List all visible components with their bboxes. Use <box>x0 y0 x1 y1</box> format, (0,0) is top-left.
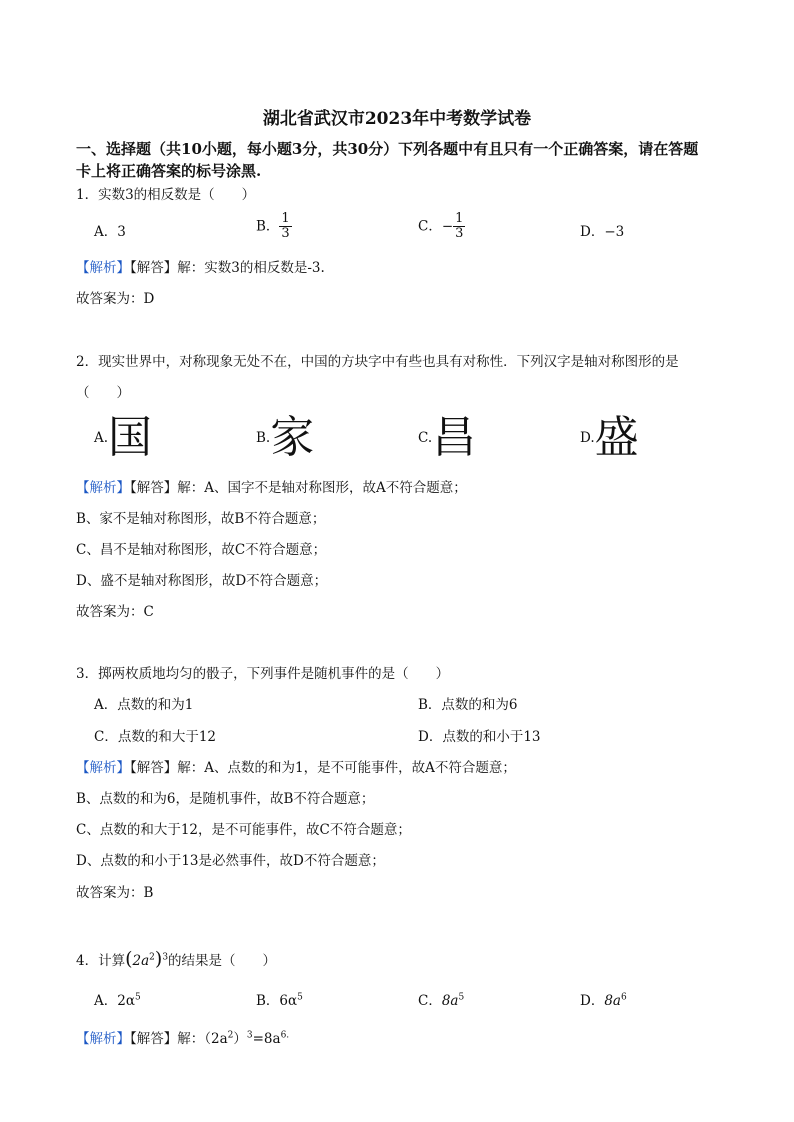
q2-option-b <box>256 414 314 462</box>
q1-option-c-sign: − <box>441 218 454 235</box>
q4-option-a <box>94 992 141 1010</box>
q2-solution-text: 【解答】解：A、国字不是轴对称图形，故A不符合题意； <box>130 480 467 496</box>
q2-stem: 2．现实世界中，对称现象无处不在，中国的方块字中有些也具有对称性．下列汉字是轴对称图形的是 <box>76 354 679 370</box>
q4-option-c <box>418 992 464 1010</box>
section-heading-line2: 卡上将正确答案的标号涂黑. <box>76 162 262 180</box>
q1-option-c-fraction <box>453 212 465 241</box>
q2-solution-line2: B、家不是轴对称图形，故B不符合题意； <box>76 511 326 527</box>
q2-option-a-label: A. <box>94 430 109 446</box>
q2-option-b-character: 家 <box>270 412 315 463</box>
q1-answer: 故答案为：D <box>76 291 155 307</box>
q3-option-d: D．点数的和小于13 <box>418 729 541 745</box>
q4-expr-inner-exponent: 2 <box>149 952 155 963</box>
fraction-denominator: 3 <box>281 226 290 241</box>
q2-stem-paren: （ ） <box>76 385 130 401</box>
q4-solution <box>76 1030 289 1048</box>
analysis-tag: 【解析】 <box>76 1031 130 1047</box>
q4-solution-exponent-3: 6. <box>280 1030 290 1041</box>
q3-option-b: B．点数的和为6 <box>418 697 518 713</box>
q1-option-b <box>256 212 292 241</box>
q2-solution-line4: D、盛不是轴对称图形，故D不符合题意； <box>76 573 328 589</box>
q4-option-c-exponent: 5 <box>458 992 465 1003</box>
q2-solution-line3: C、昌不是轴对称图形，故C不符合题意； <box>76 542 327 558</box>
q4-option-b-exponent: 5 <box>297 992 303 1003</box>
q3-stem: 3．掷两枚质地均匀的骰子，下列事件是随机事件的是（ ） <box>76 666 450 682</box>
q4-option-d-exponent: 6 <box>620 992 627 1003</box>
q1-solution <box>76 259 325 277</box>
q4-option-a-base: 2α <box>117 993 135 1009</box>
q1-option-a: A．3 <box>94 224 126 240</box>
q2-answer: 故答案为：C <box>76 604 154 620</box>
q4-option-b-label: B． <box>256 993 280 1009</box>
q4-option-c-label: C． <box>418 993 442 1009</box>
q3-solution-line4: D、点数的和小于13是必然事件，故D不符合题意； <box>76 853 385 869</box>
q4-stem-suffix: 的结果是（ ） <box>168 953 277 969</box>
q1-option-b-fraction <box>279 212 291 241</box>
q3-solution-line2: B、点数的和为6，是随机事件，故B不符合题意； <box>76 791 375 807</box>
q1-option-b-label: B． <box>256 218 280 235</box>
q3-solution-line3: C、点数的和大于12，是不可能事件，故C不符合题意； <box>76 822 411 838</box>
q1-option-c-label: C． <box>418 218 442 235</box>
q4-stem-prefix: 4．计算 <box>76 953 126 969</box>
q4-option-a-label: A． <box>94 993 118 1009</box>
page-title: 湖北省武汉市2023年中考数学试卷 <box>262 109 532 129</box>
analysis-tag: 【解析】 <box>76 480 130 496</box>
q3-option-c: C．点数的和大于12 <box>94 729 217 745</box>
q4-option-a-exponent: 5 <box>134 992 141 1003</box>
q2-option-a-character: 国 <box>108 412 153 463</box>
q1-solution-text: 【解答】解：实数3的相反数是-3. <box>130 260 325 276</box>
q2-option-c <box>418 414 476 462</box>
q4-solution-prefix: 【解答】解：（2a <box>130 1031 228 1047</box>
q2-option-b-label: B. <box>256 430 271 446</box>
fraction-numerator: 1 <box>455 211 464 226</box>
q4-option-d-base: 8a <box>604 993 621 1009</box>
q4-solution-exponent-2: 3 <box>246 1030 253 1041</box>
q4-expr-open-paren: ( <box>125 948 133 970</box>
q1-option-d: D．−3 <box>580 224 625 240</box>
q2-option-a <box>94 414 152 462</box>
q4-expr-outer-exponent: 3 <box>162 952 169 963</box>
q2-solution-line1 <box>76 479 467 497</box>
q4-expr-base: 2a <box>132 953 150 969</box>
q4-stem <box>76 950 276 970</box>
q2-option-d-character: 盛 <box>594 412 639 463</box>
q4-option-d <box>580 992 627 1010</box>
q1-option-c <box>418 212 465 241</box>
q2-option-d <box>580 414 639 462</box>
q2-option-d-label: D. <box>580 430 595 446</box>
q4-option-b <box>256 992 303 1010</box>
fraction-numerator: 1 <box>281 211 290 226</box>
fraction-denominator: 3 <box>455 226 464 241</box>
q2-option-c-character: 昌 <box>432 412 477 463</box>
q3-answer: 故答案为：B <box>76 885 154 901</box>
q4-option-b-base: 6α <box>279 993 298 1009</box>
q4-solution-exponent-1: 2 <box>227 1030 234 1041</box>
q2-option-c-label: C. <box>418 430 433 446</box>
q4-option-c-base: 8a <box>441 993 459 1009</box>
q4-option-d-label: D． <box>580 993 605 1009</box>
q4-expr-close-paren: ) <box>154 948 163 970</box>
analysis-tag: 【解析】 <box>76 760 130 776</box>
q4-solution-mid: ） <box>233 1031 247 1047</box>
analysis-tag: 【解析】 <box>76 260 130 276</box>
q4-solution-equals: =8a <box>252 1031 281 1047</box>
section-heading-line1: 一、选择题（共10小题，每小题3分，共30分）下列各题中有且只有一个正确答案，请在答题 <box>76 140 699 158</box>
q3-option-a: A．点数的和为1 <box>94 697 194 713</box>
q3-solution-text: 【解答】解：A、点数的和为1，是不可能事件，故A不符合题意； <box>130 760 516 776</box>
q1-stem: 1．实数3的相反数是（ ） <box>76 187 256 203</box>
q3-solution-line1 <box>76 759 516 777</box>
